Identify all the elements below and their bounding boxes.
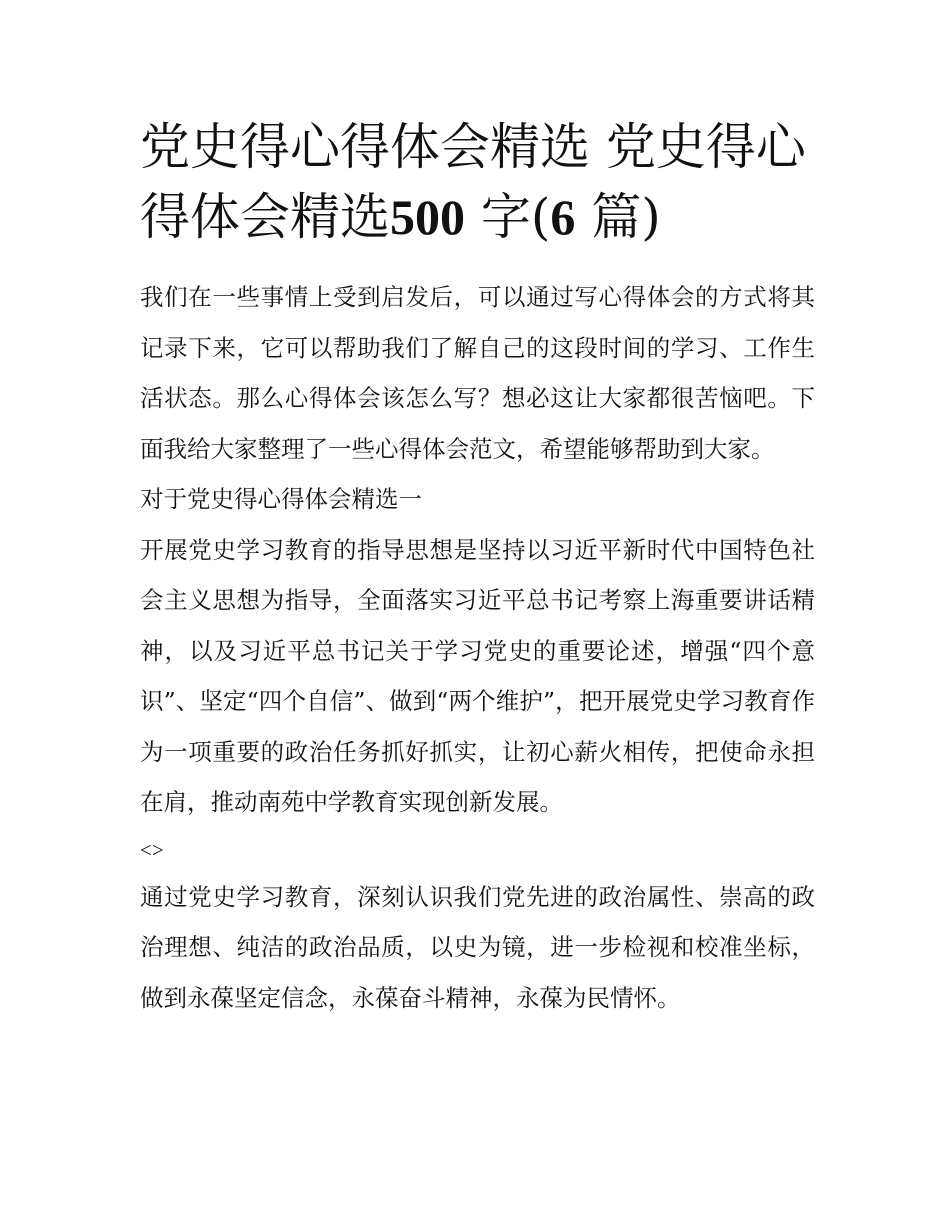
title-text-part2: 字( — [465, 188, 551, 246]
document-title — [140, 112, 815, 252]
intro-paragraph: 我们在一些事情上受到启发后，可以通过写心得体会的方式将其记录下来，它可以帮助我们了解自己的这段时间的学习、工作生活状态。那么心得体会该怎么写？想必这让大家都很苦恼吧。下面我给大家整理了一些心得体会范文，希望能够帮助到大家。 — [140, 283, 815, 463]
title-number: 500 — [390, 189, 465, 245]
body-paragraph: 通过党史学习教育，深刻认识我们党先进的政治属性、崇高的政治理想、纯洁的政治品质，以史为镜，进一步检视和校准坐标，做到永葆坚定信念，永葆奋斗精神，永葆为民情怀。 — [140, 882, 815, 1012]
title-count: 6 — [550, 189, 576, 245]
title-text-part3: 篇) — [575, 188, 661, 246]
section-heading: 对于党史得心得体会精选一 — [140, 485, 422, 513]
placeholder-marker: <> — [140, 837, 164, 862]
document-page — [140, 112, 815, 1023]
body-paragraph: 开展党史学习教育的指导思想是坚持以习近平新时代中国特色社会主义思想为指导，全面落实习近平总书记考察上海重要讲话精神，以及习近平总书记关于学习党史的重要论述，增强“四个意识”、坚定“四个自信”、做到“两个维护”，把开展党史学习教育作为一项重要的政治任务抓好抓实，让初心薪火相传，把使命永担在肩，推动南苑中学教育实现创新发展。 — [140, 535, 815, 816]
title-text-part1: 党史得心得体会精选 党史得心得体会精选 — [140, 118, 806, 246]
